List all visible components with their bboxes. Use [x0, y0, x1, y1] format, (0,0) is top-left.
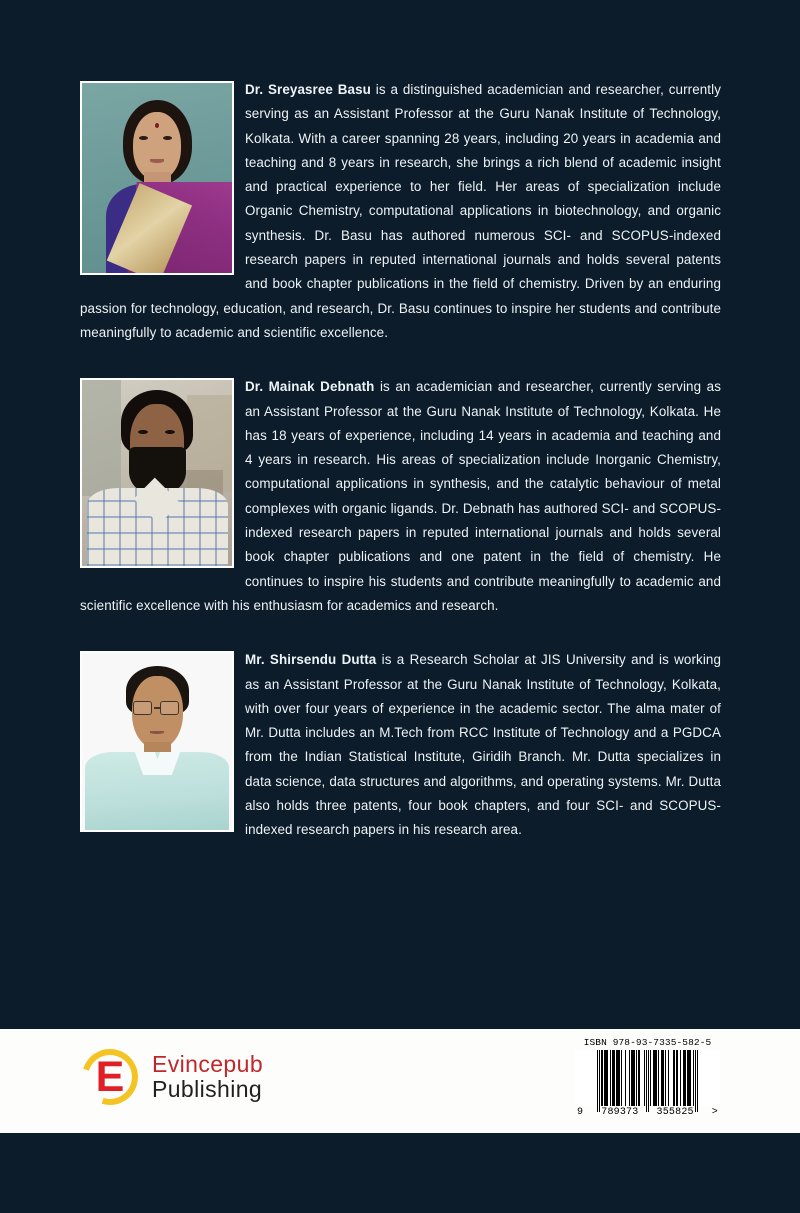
publisher-name-line1: Evincepub — [152, 1051, 264, 1078]
author-bio-block — [80, 375, 721, 618]
footer-band — [0, 1029, 800, 1133]
author-name: Dr. Mainak Debnath — [245, 379, 375, 395]
author-bio-block — [80, 78, 721, 345]
author-bio-text: is a distinguished academician and researcher, currently serving as an Assistant Professor at the Guru Nanak Institute of Technology, Kolkata. With a career spanning 28 years, including 20 years in academia and teaching and 8 years in research, she brings a rich blend of academic insight and practical experience to her field. Her areas of specialization include Organic Chemistry, computational applications in biotechnology, and organic synthesis. Dr. Basu has authored numerous SCI- and SCOPUS-indexed research papers in reputed international journals and holds several patents and book chapter publications in the field of chemistry. Driven by an enduring passion for technology, education, and research, Dr. Basu continues to inspire her students and contribute meaningfully to academic and scientific excellence. — [80, 82, 721, 340]
author-name: Mr. Shirsendu Dutta — [245, 652, 377, 668]
author-bio-text: is an academician and researcher, currently serving as an Assistant Professor at the Guru Nanak Institute of Technology, Kolkata. He has 18 years of experience, including 14 years in academia and teaching and 4 years in research. His areas of specialization include Inorganic Chemistry, computational applications in synthesis, and the catalytic behaviour of metal complexes with organic ligands. Dr. Debnath has authored SCI- and SCOPUS-indexed research papers in reputed international journals and holds several book chapter publications and one patent in the field of chemistry. He continues to inspire his students and contribute meaningfully to academic and scientific excellence with his enthusiasm for academics and research. — [80, 379, 721, 613]
barcode-digit-group2: 355825 — [656, 1107, 694, 1118]
isbn-label: ISBN 978-93-7335-582-5 — [583, 1037, 712, 1048]
barcode-bars — [575, 1050, 720, 1106]
barcode-digit-right: > — [711, 1107, 718, 1118]
logo-letter-e: E — [95, 1052, 125, 1101]
publisher-name — [152, 1052, 263, 1102]
isbn-barcode — [575, 1037, 720, 1118]
author-photo-mainak-debnath — [80, 378, 234, 568]
author-bios-container — [80, 78, 721, 873]
barcode-digit-left: 9 — [577, 1107, 584, 1118]
author-bio-block — [80, 648, 721, 842]
author-bio-text: is a Research Scholar at JIS University and is working as an Assistant Professor at the Guru Nanak Institute of Technology, Kolkata, with over four years of experience in the academic sector. The alma mater of Mr. Dutta includes an M.Tech from RCC Institute of Technology and a PGDCA from the Indian Statistical Institute, Giridih Branch. Mr. Dutta specializes in data science, data structures and algorithms, and operating systems. Mr. Dutta also holds three patents, four book chapters, and four SCI- and SCOPUS-indexed research papers in his research area. — [245, 652, 721, 838]
publisher-name-line2: Publishing — [152, 1076, 263, 1102]
author-name: Dr. Sreyasree Basu — [245, 82, 371, 97]
publisher-logo — [80, 1045, 263, 1109]
author-photo-sreyasree-basu — [80, 81, 234, 275]
barcode-digit-group1: 789373 — [601, 1107, 639, 1118]
evincepub-logo-icon — [80, 1045, 144, 1109]
bottom-strip — [0, 1133, 800, 1213]
author-photo-shirsendu-dutta — [80, 651, 234, 832]
